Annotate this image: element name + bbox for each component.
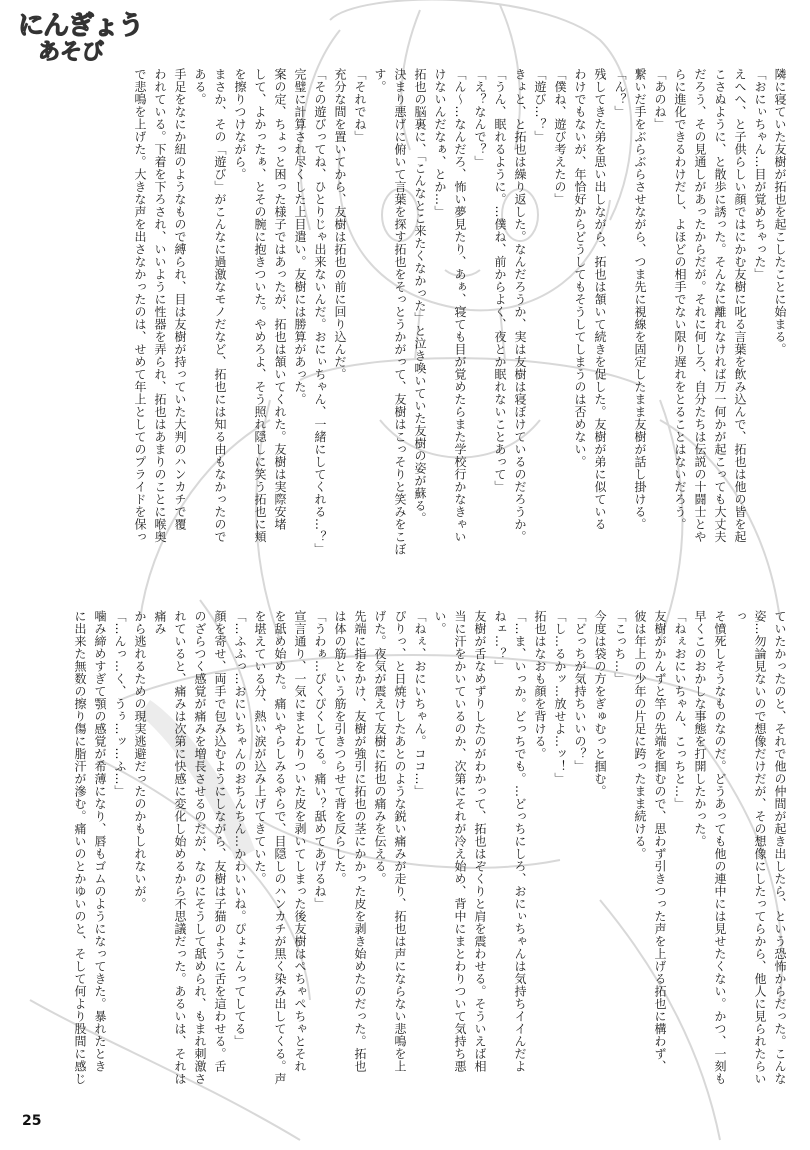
text-line: 「え？なんで？」 xyxy=(473,68,487,168)
text-line: を堪えている分、熱い涙が込み上げてきていた。 xyxy=(253,610,267,885)
text-line: 「うん、眠れるように。…僕ね、前からよく、夜とか眠れないことあって」 xyxy=(493,68,507,493)
text-line: 案の定、ちょっと困った様子ではあったが、拓也は頷いてくれた。友樹は実際安堵 xyxy=(273,68,287,531)
text-line: 先端に指をかけ、友樹が強引に拓也の茎にかかった皮を剥き始めたのだった。拓也 xyxy=(353,610,367,1073)
text-line: こさぬように、と散歩に誘った。そんなに離れなければ万一何かが起こっても大丈夫 xyxy=(713,68,727,543)
text-line: 「こっち…」 xyxy=(613,610,627,685)
text-line: 彼は年上の少年の片足に跨ったまま続ける。 xyxy=(633,610,647,860)
text-line: 「それでね」 xyxy=(353,68,367,143)
text-line: に出来た無数の擦り傷に脂汗が滲む。痛いのとかゆいのと、そして何より股間に感じ xyxy=(73,610,87,1085)
text-line: 友樹がかんずと竿の先端を掴むので、思わず引きつった声を上げる拓也に構わず、 xyxy=(653,610,667,1073)
text-line: 「遊び…？」 xyxy=(533,68,547,143)
text-line: 「どっちが気持ちいいの？」 xyxy=(573,610,587,773)
text-line: のざらつく感覚が痛みを増長させるのだが、なのにそうして舐められ、もまれ刺激さ xyxy=(193,610,207,1085)
upper-text-block xyxy=(70,68,790,563)
text-line: 早くこのおかしな事態を打開したかった。 xyxy=(693,610,707,848)
text-line: らに進化できるわけだし、よほどの相手でない限り遅れをとることはないだろう。 xyxy=(673,68,687,531)
text-line: まさか、その「遊び」がこんなに過激なモノだなど、拓也には知る由もなかったので xyxy=(213,68,227,543)
text-line: 「うわぁ…ぴくぴくしてる。痛い？舐めてあげるね」 xyxy=(313,610,327,910)
text-line: けないんだなぁ、とか…」 xyxy=(433,68,447,218)
text-line: げた。夜気が震えて友樹に拓也の痛みを伝える。 xyxy=(373,610,387,885)
text-line: れていると、痛みは次第に快感に変化し始めるから不思議だった。あるいは、それは痛み xyxy=(153,610,187,1085)
text-line: 「僕ね、遊び考えたの」 xyxy=(553,68,567,206)
text-line: 「ん？」 xyxy=(613,68,627,118)
text-line: 残してきた弟を思い出しながら、拓也は頷いて続きを促した。友樹が弟に似ている xyxy=(593,68,607,531)
text-line: 拓也はなおも顔を背ける。 xyxy=(533,610,547,760)
text-line: 友樹が舌なめずりしたのがわかって、拓也はぞくりと肩を震わせる。そういえば相 xyxy=(473,610,487,1073)
text-line: そ憤死しそうなものなのだ。どうあっても他の連中には見せたくない。かつ、一刻も xyxy=(713,610,727,1085)
text-line: して、よかったぁ、とその腕に抱きついた。やめろよ、そう照れ隠しに笑う拓也に頬 xyxy=(253,68,267,543)
text-line: わけでもないが、年恰好からどうしてもそうしてしまうのは否めない。 xyxy=(573,68,587,468)
text-line: から逃れるための現実逃避だったのかもしれないが。 xyxy=(133,610,147,910)
text-line: われている。下着を下ろされ、いいように性器を弄られ、拓也はあまりのことに喉奥 xyxy=(153,68,167,543)
text-line: 「あのね」 xyxy=(653,68,667,131)
text-line: 繋いだ手をぶらぶらさせながら、つま先に視線を固定したまま友樹が話し掛ける。 xyxy=(633,68,647,531)
series-logo-line1: にんぎょう xyxy=(18,11,144,41)
text-line: えへへ、と子供らしい顔ではにかむ友樹に叱る言葉を飲み込んで、拓也は他の皆を起 xyxy=(733,68,747,543)
text-line: を擦りつけながら。 xyxy=(233,68,247,181)
text-line: 「…ま、いっか。どっちでも。…どっちにしろ、おにぃちゃんは気持ちイイんだよ xyxy=(513,610,527,1073)
lower-text-block xyxy=(70,610,790,1090)
text-line: 「…ふふっ…おにいちゃんのおちんちん…かわいいね。ぴょこんってしてる」 xyxy=(233,610,247,1048)
text-line: ていたかったのと、それで他の仲間が起き出したら、という恐怖からだった。こんな xyxy=(773,610,787,1085)
text-line: ねェ…？」 xyxy=(493,610,507,673)
text-line: 噛み締めすぎて顎の感覚が希薄になり、唇もゴムのようになってきた。暴れたとき xyxy=(93,610,107,1073)
text-line: 当に汗をかいているのか、次第にそれが冷え始め、背中にまとわりついて気持ち悪い。 xyxy=(433,610,467,1073)
text-line: 今度は袋の方をぎゅむっと掴む。 xyxy=(593,610,607,798)
text-line: で悲鳴を上げた。大きな声を出さなかったのは、せめて年上としてのプライドを保っ xyxy=(133,68,147,543)
text-line: ぴりっ、と日焼けしたあとのような鋭い痛みが走り、拓也は声にならない悲鳴を上 xyxy=(393,610,407,1073)
text-line: 「ん～…なんだろ、怖い夢見たり、あぁ、寝ても目が覚めたらまた学校行かなきゃい xyxy=(453,68,467,543)
text-line: 「その遊びってね、ひとりじゃ出来ないんだ。おにぃちゃん、一緒にしてくれる…？」 xyxy=(313,68,327,556)
text-line: 拓也の脳裏に、「こんなとこ来たくなかった」と泣き喚いていた友樹の姿が蘇る。 xyxy=(413,68,427,525)
text-line: 「し…るかッ…放せよ…ッ！」 xyxy=(553,610,567,785)
text-line: 充分な間を置いてから、友樹は拓也の前に回り込んだ。 xyxy=(333,68,347,381)
text-line: 手足をなにか紐のようなもので縛られ、目は友樹が持っていた大判のハンカチで覆 xyxy=(173,68,187,531)
text-line: ある。 xyxy=(193,68,207,106)
text-line: 「ねぇ、おにいちゃん。ココ…」 xyxy=(413,610,427,798)
text-line: 姿…勿論見ないので想像だけだが、その想像にしたってらから、他人に見られたらいっ xyxy=(733,610,767,1085)
text-line: 顔を寄せ、両手で包み込むようにしながら、友樹は子猫のように舌を這わせる。舌 xyxy=(213,610,227,1073)
text-line: 隣に寝ていた友樹が拓也を起こしたことに始まる。 xyxy=(773,68,787,356)
text-line: を舐め始めた。痛いやらしみるやらで、目隠しのハンカチが黒く染み出してくる。声 xyxy=(273,610,287,1085)
text-line: 宣言通り、一気にまとわりついた皮を剥いてしまった後友樹はぺちゃぺちゃとそれ xyxy=(293,610,307,1073)
text-line: 決まり悪げに俯いて言葉を探す拓也をそっとうかがって、友樹はこっそりと笑みをこぼす。 xyxy=(373,68,407,556)
text-line: 「おにぃちゃん…目が覚めちゃった」 xyxy=(753,68,767,281)
page-number: 25 xyxy=(22,1113,42,1129)
text-line: 「…んっ…く、うぅ…ッ…ふ…」 xyxy=(113,610,127,798)
text-line: は体の筋という筋を引きつらせて背を反らした。 xyxy=(333,610,347,885)
text-line: 完璧に計算され尽くした上目遣い。友樹には勝算があった。 xyxy=(293,68,307,406)
text-line: 「ねぇおにいちゃん、こっちと…」 xyxy=(673,610,687,810)
text-line: きょと、と拓也は繰り返した。なんだろうか、実は友樹は寝ぼけているのだろうか。 xyxy=(513,68,527,543)
text-line: だろう、その見通しがあったからだが。それに何しろ、自分たちは伝説の十闘士とや xyxy=(693,68,707,543)
series-logo-line2: あそび xyxy=(38,40,105,65)
series-logo xyxy=(18,11,144,68)
